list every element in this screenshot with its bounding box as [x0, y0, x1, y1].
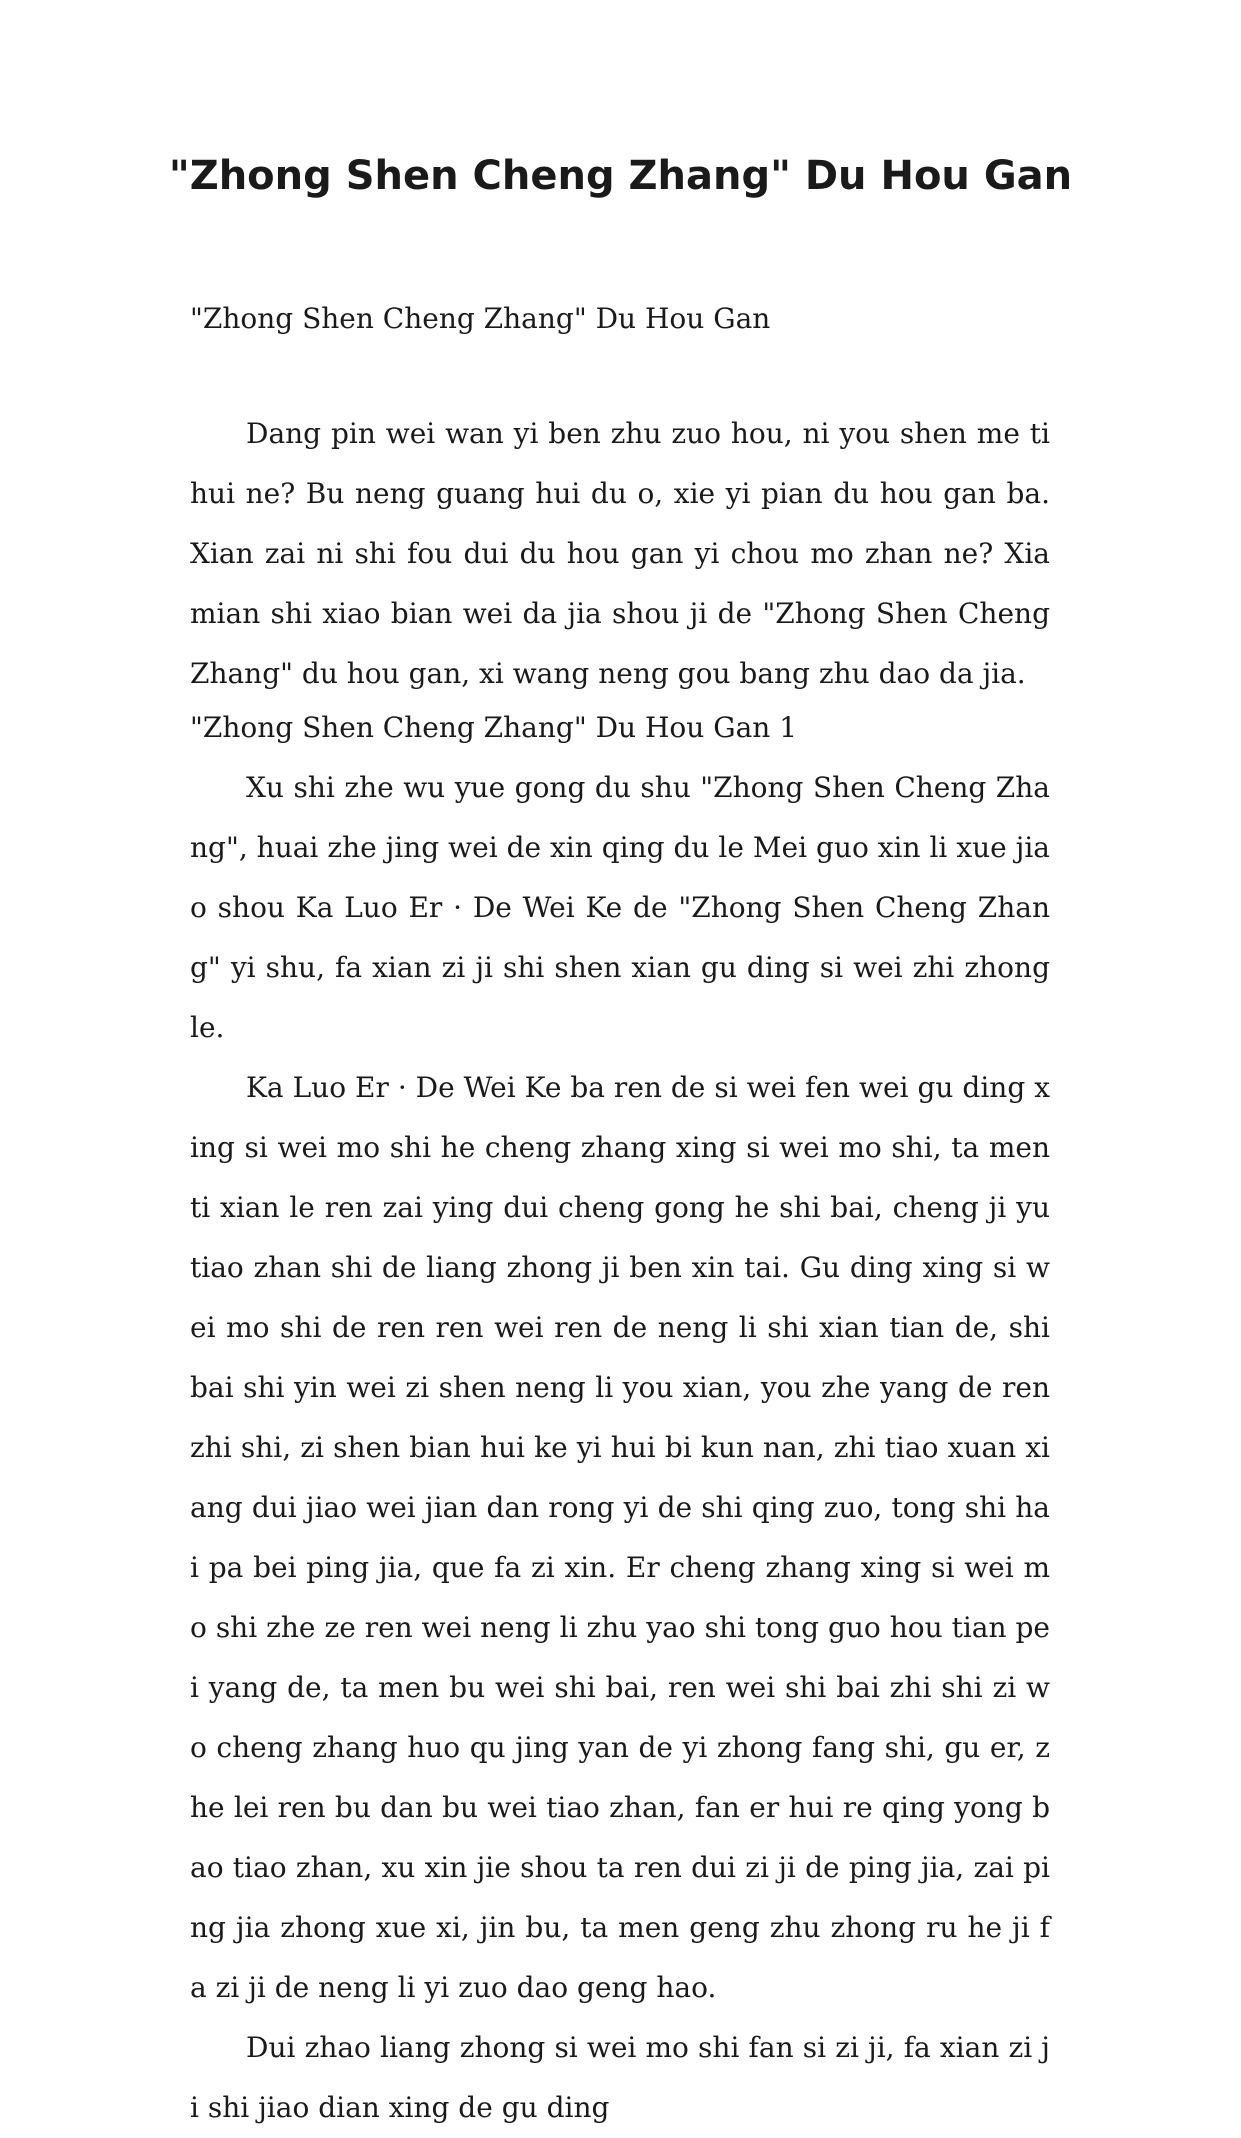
section-heading: "Zhong Shen Cheng Zhang" Du Hou Gan 1 [190, 711, 798, 744]
body-paragraph: Ka Luo Er · De Wei Ke ba ren de si wei fen wei gu ding xing si wei mo shi he cheng zhang xing si wei mo shi, ta men ti xian le ren zai ying dui cheng gong he shi bai, cheng ji yu tiao zhan shi de liang zhong ji ben xin tai. Gu ding xing si wei mo shi de ren ren wei ren de neng li shi xian tian de, shi bai shi yin wei zi shen neng li you xian, you zhe yang de ren zhi shi, zi shen bian hui ke yi hui bi kun nan, zhi tiao xuan xiang dui jiao wei jian dan rong yi de shi qing zuo, tong shi hai pa bei ping jia, que fa zi xin. Er cheng zhang xing si wei mo shi zhe ze ren wei neng li zhu yao shi tong guo hou tian pei yang de, ta men bu wei shi bai, ren wei shi bai zhi shi zi wo cheng zhang huo qu jing yan de yi zhong fang shi, gu er, zhe lei ren bu dan bu wei tiao zhan, fan er hui re qing yong bao tiao zhan, xu xin jie shou ta ren dui zi ji de ping jia, zai ping jia zhong xue xi, jin bu, ta men geng zhu zhong ru he ji fa zi ji de neng li yi zuo dao geng hao. [190, 1071, 1050, 2004]
intro-paragraph: Dang pin wei wan yi ben zhu zuo hou, ni you shen me ti hui ne? Bu neng guang hui du o, xie yi pian du hou gan ba. Xian zai ni shi fou dui du hou gan yi chou mo zhan ne? Xia mian shi xiao bian wei da jia shou ji de "Zhong Shen Cheng Zhang" du hou gan, xi wang neng gou bang zhu dao da jia. [190, 417, 1050, 690]
body-paragraph: Xu shi zhe wu yue gong du shu "Zhong Shen Cheng Zhang", huai zhe jing wei de xin qing du le Mei guo xin li xue jiao shou Ka Luo Er · De Wei Ke de "Zhong Shen Cheng Zhang" yi shu, fa xian zi ji shi shen xian gu ding si wei zhi zhong le. [190, 771, 1050, 1044]
section-1 [190, 698, 1050, 2138]
body-paragraph: Dui zhao liang zhong si wei mo shi fan si zi ji, fa xian zi ji shi jiao dian xing de gu ding [190, 2031, 1050, 2124]
document-title: "Zhong Shen Cheng Zhang" Du Hou Gan [168, 153, 1073, 199]
document-subtitle: "Zhong Shen Cheng Zhang" Du Hou Gan [190, 302, 771, 335]
